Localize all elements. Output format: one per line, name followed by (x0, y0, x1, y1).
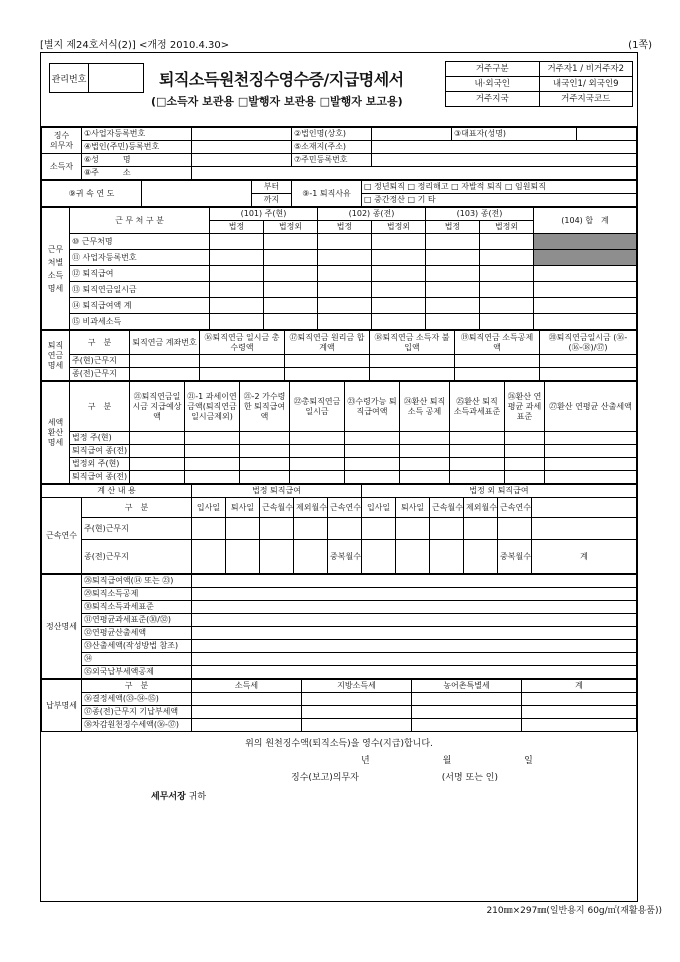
value-cell[interactable] (192, 141, 292, 154)
col-header: ㉗환산 연평균 산출세액 (545, 382, 637, 432)
col-header: ㉔환산 퇴직소득 공제 (400, 382, 450, 432)
side-label: 근속연수 (42, 498, 82, 574)
col-header: 입사일 (362, 498, 396, 518)
res-value: 거주자1 / 비거주자2 (539, 62, 633, 77)
col-header: 입사일 (192, 498, 226, 518)
work-table (41, 207, 637, 330)
row-label: ㉘퇴직급여액(⑭ 또는 ㉓) (82, 575, 192, 588)
tax-table (41, 679, 637, 732)
mgmt-box (49, 63, 144, 93)
calc-table (41, 484, 637, 574)
col-header: ㉑퇴직연금일시금 지급예상액 (130, 382, 185, 432)
col-header: ㉒총퇴직연금 일시금 (290, 382, 345, 432)
row-label: ⑩ 근무처명 (70, 234, 210, 250)
sub-header: 법정외 (372, 221, 426, 234)
col-header: 계 (522, 680, 637, 693)
year-label: ⑨귀 속 연 도 (42, 181, 142, 207)
sum-label: 계 (532, 540, 637, 574)
form-body (40, 52, 638, 902)
value-cell[interactable] (577, 128, 637, 141)
col-header: 구 분 (70, 382, 130, 432)
calc-label: 계 산 내 용 (42, 485, 192, 498)
sub-header: 법정 (426, 221, 480, 234)
res-label: 거주지국 (446, 92, 540, 107)
sign-label: (서명 또는 인) (441, 773, 498, 783)
paper-spec: 210㎜×297㎜(일반용지 60g/㎡(재활용품)) (486, 906, 662, 916)
month-label: 월 (442, 756, 452, 766)
col-header: 구 분 (82, 680, 192, 693)
payer-label: 징수 의무자 (42, 128, 82, 154)
col-header: 근속월수 (260, 498, 294, 518)
col-header: (102) 종(전) (318, 208, 426, 221)
payer-label: 징수(보고)의무자 (291, 773, 359, 783)
col-header: ⑳퇴직연금일시금 (⑯-(⑯-⑱)/⑰) (540, 331, 637, 355)
col-header: 제외월수 (464, 498, 498, 518)
sub-header: 법정 (210, 221, 264, 234)
col-header: (104) 합 계 (534, 208, 637, 234)
res-value: 거주지국코드 (539, 92, 633, 107)
value-cell[interactable] (372, 141, 637, 154)
row-label: 퇴직급여 종(전) (70, 445, 130, 458)
col-header: ㉑-2 가수령한 퇴직급여액 (240, 382, 290, 432)
row-label: ㉛연평균과세표준(㉚/㉜) (82, 614, 192, 627)
title-area (41, 53, 637, 127)
side-label: 근무처별소득명세 (42, 208, 70, 330)
row-label: ㉟외국납부세액공제 (82, 666, 192, 679)
col-header: ㉑-1 과세이연금액(퇴직연금일시금제외) (185, 382, 240, 432)
row-label: ㉜연평균산출세액 (82, 627, 192, 640)
from-label: 부터 (252, 181, 292, 194)
label: ⑦주민등록번호 (292, 154, 372, 167)
label: ⑧주 소 (82, 167, 192, 180)
row-label: 퇴직급여 종(전) (70, 471, 130, 484)
sub-header: 법정외 (264, 221, 318, 234)
col-header: ㉖환산 연평균 과세표준 (505, 382, 545, 432)
statement: 위의 원천징수액(퇴직소득)을 영수(지급)합니다. (245, 739, 433, 749)
row-label: ㊲종(전)근무지 기납부세액 (82, 706, 192, 719)
side-label: 납부명세 (42, 680, 82, 732)
dup-months: 중복월수 (498, 540, 532, 574)
dup-months: 중복월수 (328, 540, 362, 574)
value-cell[interactable] (372, 128, 452, 141)
col-header: ㉓수령가능 퇴직급여액 (345, 382, 400, 432)
col-header: 구 분 (70, 331, 130, 355)
footer (41, 736, 637, 802)
col-header: 퇴사일 (226, 498, 260, 518)
value-cell[interactable] (192, 154, 292, 167)
col-header: 근속연수 (498, 498, 532, 518)
row-label: 주(현)근무지 (82, 518, 192, 540)
label: ①사업자등록번호 (82, 128, 192, 141)
side-label: 정산명세 (42, 575, 82, 679)
col-header: 근속월수 (430, 498, 464, 518)
row-label: ⑬ 퇴직연금일시금 (70, 282, 210, 298)
col-header: 근속연수 (328, 498, 362, 518)
value-cell[interactable] (372, 154, 637, 167)
sub-title: (□소득자 보관용 □발행자 보관용 □발행자 보고용) (151, 95, 403, 108)
value-cell[interactable] (192, 128, 292, 141)
page-number: (1쪽) (628, 40, 652, 51)
row-label: ⑪ 사업자등록번호 (70, 250, 210, 266)
label: ②법인명(상호) (292, 128, 372, 141)
col-header: 구 분 (82, 498, 192, 518)
to-label: 까지 (252, 194, 292, 207)
col-header: (103) 종(전) (426, 208, 534, 221)
settle-table (41, 574, 637, 679)
form-number: [별지 제24호서식(2)] <개정 2010.4.30> (40, 40, 230, 51)
col-header: 소득세 (192, 680, 302, 693)
reason-options[interactable]: □ 중간정산 □ 기 타 (362, 194, 637, 207)
row-label: 법정외 주(현) (70, 458, 130, 471)
payer-table (41, 127, 637, 180)
tax-office: 세무서장 (151, 792, 186, 802)
residence-box (445, 61, 633, 107)
reason-label: ⑨-1 퇴직사유 (292, 181, 362, 207)
label: ⑥성 명 (82, 154, 192, 167)
reason-options[interactable]: □ 정년퇴직 □ 정리해고 □ 자발적 퇴직 □ 임원퇴직 (362, 181, 637, 194)
col-header: ⑱퇴직연금 소득자 불입액 (370, 331, 455, 355)
row-label: 주(현)근무지 (70, 355, 130, 368)
row-label: 종(전)근무지 (82, 540, 192, 574)
label: ④법인(주민)등록번호 (82, 141, 192, 154)
value-cell[interactable] (192, 167, 637, 180)
side-label: 퇴직연금명세 (42, 331, 70, 381)
label: ③대표자(성명) (452, 128, 577, 141)
col-header: 퇴사일 (396, 498, 430, 518)
main-title: 퇴직소득원천징수영수증/지급명세서 (159, 70, 404, 89)
deferral-table (41, 381, 637, 484)
sub-header: 법정 (318, 221, 372, 234)
row-label: ㉚퇴직소득과세표준 (82, 601, 192, 614)
col-header: 농어촌특별세 (412, 680, 522, 693)
earner-label: 소득자 (42, 154, 82, 180)
col-header: (101) 주(현) (210, 208, 318, 221)
res-label: 내·외국인 (446, 77, 540, 92)
sub-header: 법정외 (480, 221, 534, 234)
row-label: 법정 주(현) (70, 432, 130, 445)
row-label: ㉝산출세액(작성방법 참조) (82, 640, 192, 653)
side-label: 세액환산명세 (42, 382, 70, 484)
pension-table (41, 330, 637, 381)
res-label: 거주구분 (446, 62, 540, 77)
year-table (41, 180, 637, 207)
value-cell[interactable] (142, 181, 252, 207)
row-label: ㊳차감원천징수세액(㊱-㊲) (82, 719, 192, 732)
col-header: 법정 외 퇴직급여 (362, 485, 637, 498)
year-label: 년 (361, 756, 370, 766)
col-header: ㉕환산 퇴직 소득과세표준 (450, 382, 505, 432)
row-label: ㉞ (82, 653, 192, 666)
col-header: ⑰퇴직연금 원리금 합계액 (285, 331, 370, 355)
row-label: ㉙퇴직소득공제 (82, 588, 192, 601)
col-header: ⑯퇴직연금 일시금 총수령액 (200, 331, 285, 355)
suffix: 귀하 (188, 792, 207, 802)
col-header: 지방소득세 (302, 680, 412, 693)
mgmt-label: 관리번호 (50, 64, 89, 92)
row-label: ㊱결정세액(㉝-㉞-㉟) (82, 693, 192, 706)
res-value: 내국인1/ 외국인9 (539, 77, 633, 92)
col-header: 근 무 처 구 분 (70, 208, 210, 234)
col-header: ⑲퇴직연금 소득공제액 (455, 331, 540, 355)
row-label: ⑮ 비과세소득 (70, 314, 210, 330)
day-label: 일 (524, 756, 533, 766)
col-header: 퇴직연금 계좌번호 (130, 331, 200, 355)
col-header: 제외월수 (294, 498, 328, 518)
col-header: 법정 퇴직급여 (192, 485, 362, 498)
label: ⑤소재지(주소) (292, 141, 372, 154)
row-label: ⑫ 퇴직급여 (70, 266, 210, 282)
row-label: ⑭ 퇴직급여액 계 (70, 298, 210, 314)
row-label: 종(전)근무지 (70, 368, 130, 381)
